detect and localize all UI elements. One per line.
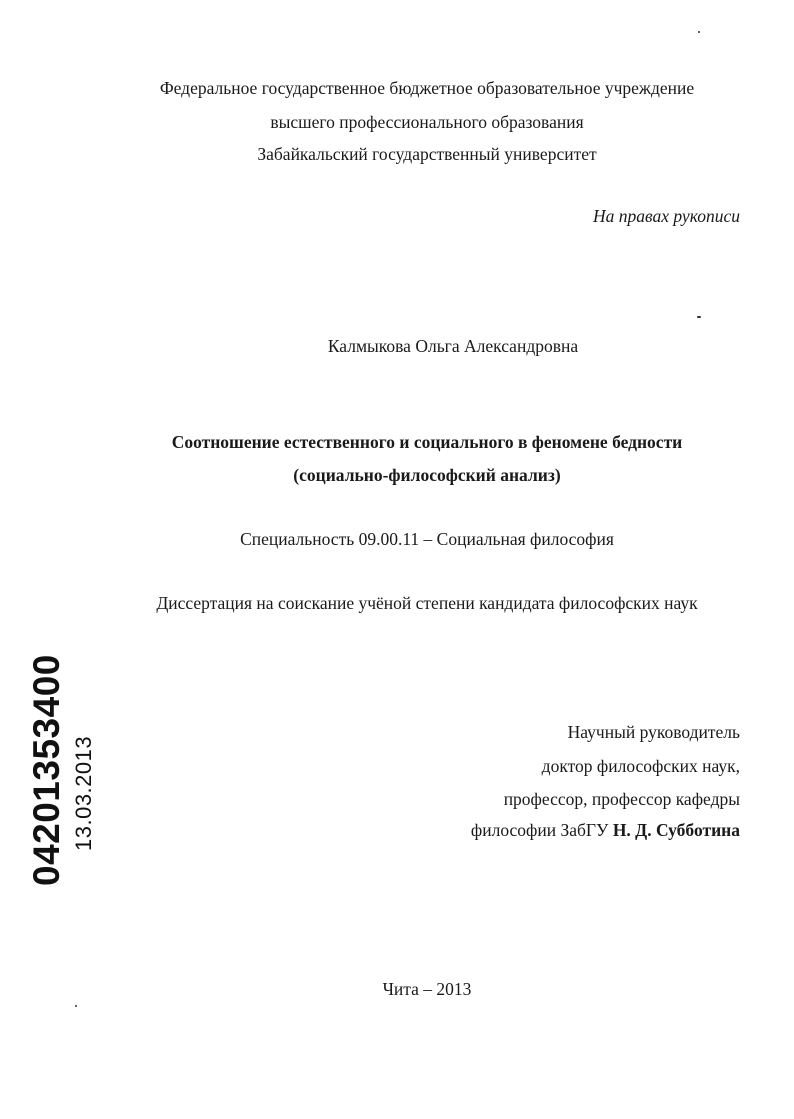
library-stamp-date: 13.03.2013 (71, 735, 96, 851)
supervisor-affiliation: философии ЗабГУ (470, 820, 609, 840)
supervisor-line-3: профессор, профессор кафедры (503, 789, 740, 809)
supervisor-line-4 (471, 822, 740, 840)
institution-line-1: Федеральное государственное бюджетное образовательное учреждение (159, 78, 695, 98)
city-year: Чита – 2013 (382, 979, 472, 999)
author-name: Калмыкова Ольга Александровна (327, 336, 579, 356)
thesis-title-line-1: Соотношение естественного и социального в феномене бедности (171, 432, 683, 452)
supervisor-name: Н. Д. Субботина (612, 820, 740, 840)
scan-speck (697, 316, 701, 318)
scan-speck (75, 1005, 77, 1007)
library-stamp-number: 04201353400 (26, 654, 67, 886)
institution-line-2: высшего профессионального образования (270, 112, 584, 132)
dissertation-type: Диссертация на соискание учёной степени кандидата философских наук (156, 593, 698, 613)
scan-speck (698, 31, 700, 33)
rights-note: На правах рукописи (593, 206, 740, 226)
supervisor-line-2: доктор философских наук, (541, 756, 740, 776)
supervisor-line-1: Научный руководитель (567, 722, 740, 742)
specialty: Специальность 09.00.11 – Социальная философия (240, 529, 614, 549)
thesis-title-line-2: (социально-философский анализ) (293, 465, 561, 485)
institution-line-3: Забайкальский государственный университет (257, 144, 597, 164)
